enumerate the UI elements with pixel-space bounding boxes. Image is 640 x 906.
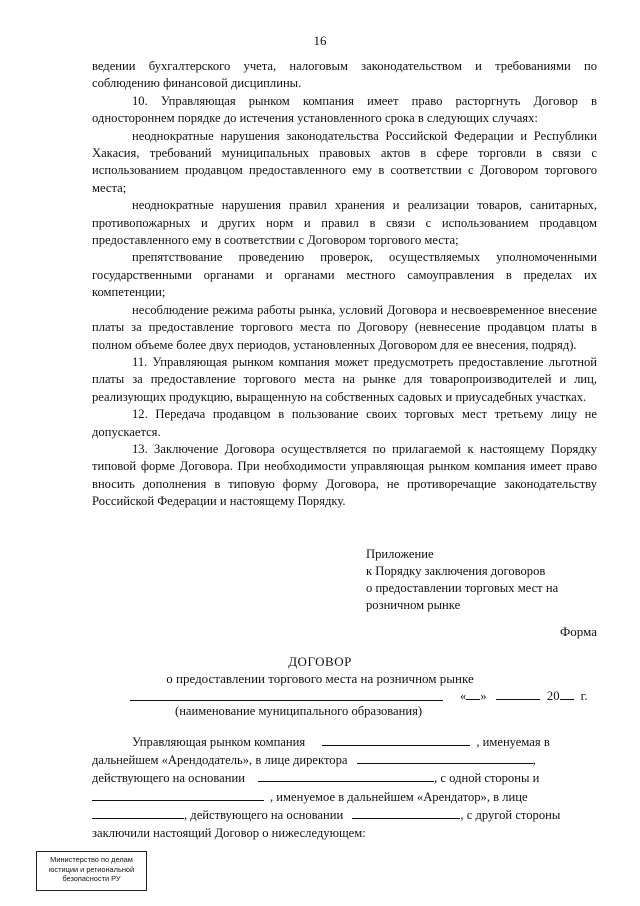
place-caption: (наименование муниципального образования) (175, 704, 423, 718)
place-blank-line (130, 700, 443, 701)
contract-title: ДОГОВОР (288, 654, 352, 669)
contract-subtitle: о предоставлении торгового места на розничном рынке (166, 671, 474, 686)
date-year-suffix: г. (580, 689, 588, 703)
contract-body-line (92, 806, 597, 824)
year-blank (560, 688, 574, 700)
paragraph: 12. Передача продавцом в пользование своих торговых мест третьему лицу не допускается. (92, 407, 597, 439)
contract-body-line (92, 769, 597, 787)
director-name-blank (357, 752, 533, 764)
contract-body (92, 733, 597, 842)
contract-text: действующего на основании (92, 771, 245, 786)
appendix-line: Приложение (366, 547, 434, 561)
appendix-line: розничном рынке (366, 598, 461, 612)
contract-body-line (92, 788, 597, 806)
stamp-line: Министерство по делам (50, 855, 133, 864)
contract-text: Управляющая рынком компания (132, 735, 306, 749)
day-blank (466, 688, 480, 700)
tenant-basis-blank (352, 807, 460, 819)
page-number: 16 (313, 33, 327, 48)
tenant-rep-blank (92, 807, 184, 819)
contract-text: , именуемое в дальнейшем «Арендатор», в лице (270, 789, 528, 804)
tenant-name-blank (92, 789, 264, 801)
basis-blank (258, 770, 434, 782)
form-label: Форма (560, 624, 597, 639)
date-field (460, 688, 588, 704)
date-quote-close: » (480, 689, 487, 703)
appendix-note (366, 546, 606, 614)
contract-body-line (92, 733, 597, 751)
contract-text: , действующего на основании (184, 807, 344, 822)
month-blank (496, 688, 540, 700)
paragraph: 13. Заключение Договора осуществляется по прилагаемой к настоящему Порядку типовой форме Договора. При необходимости управляющая рынком компания имеет право вносить дополнения в типовую форму Договора, не противоречащие законодательству Российской Федерации и настоящему Порядку. (92, 441, 597, 509)
contract-text: , с одной стороны и (434, 771, 540, 786)
paragraph: несоблюдение режима работы рынка, условий Договора и несвоевременное внесение платы за предоставление торгового места по Договору (невнесение продавцом платы в полном объеме более двух периодов, установленных Договором для ее внесения, подряд). (92, 302, 597, 352)
contract-text: , (532, 753, 536, 768)
paragraph: ведении бухгалтерского учета, налоговым законодательством и требованиями по соблюдению финансовой дисциплины. (92, 59, 597, 91)
contract-text: , с другой стороны (460, 807, 561, 822)
contract-text: дальнейшем «Арендодатель», в лице директора (92, 753, 348, 768)
paragraph: 10. Управляющая рынком компания имеет право расторгнуть Договор в одностороннем порядке до истечения установленного срока в следующих случаях: (92, 93, 597, 126)
paragraph: неоднократные нарушения правил хранения и реализации товаров, санитарных, противопожарных и других норм и правил в связи с использованием продавцом предоставленного ему в соответствии с Договором торгового места; (92, 198, 597, 248)
paragraph: препятствование проведению проверок, осуществляемых уполномоченными государственными органами и органами местного самоуправления в пределах их компетенции; (92, 250, 597, 300)
appendix-line: к Порядку заключения договоров (366, 564, 546, 578)
contract-body-line: заключили настоящий Договор о нижеследующем: (92, 826, 366, 841)
ministry-stamp (36, 851, 147, 891)
stamp-line: безопасности РУ (62, 874, 121, 883)
order-text (92, 58, 597, 511)
paragraph: 11. Управляющая рынком компания может предусмотреть предоставление льготной платы за предоставление торгового места на рынке для товаропроизводителей и лиц, реализующих продукцию, выращенную на собственных садовых и приусадебных участках. (92, 354, 597, 404)
company-name-blank (322, 734, 470, 746)
appendix-line: о предоставлении торговых мест на (366, 581, 559, 595)
contract-body-line (92, 751, 597, 769)
stamp-line: юстиции и региональной (48, 864, 135, 874)
date-quote-open: « (460, 689, 467, 703)
date-year: 20 (546, 689, 560, 703)
paragraph: неоднократные нарушения законодательства Российской Федерации и Республики Хакасия, требований муниципальных правовых актов в сфере торговли в связи с использованием продавцом предоставленного ему в соответствии с Договором торгового места; (92, 128, 597, 195)
contract-text: , именуемая в (476, 735, 550, 749)
